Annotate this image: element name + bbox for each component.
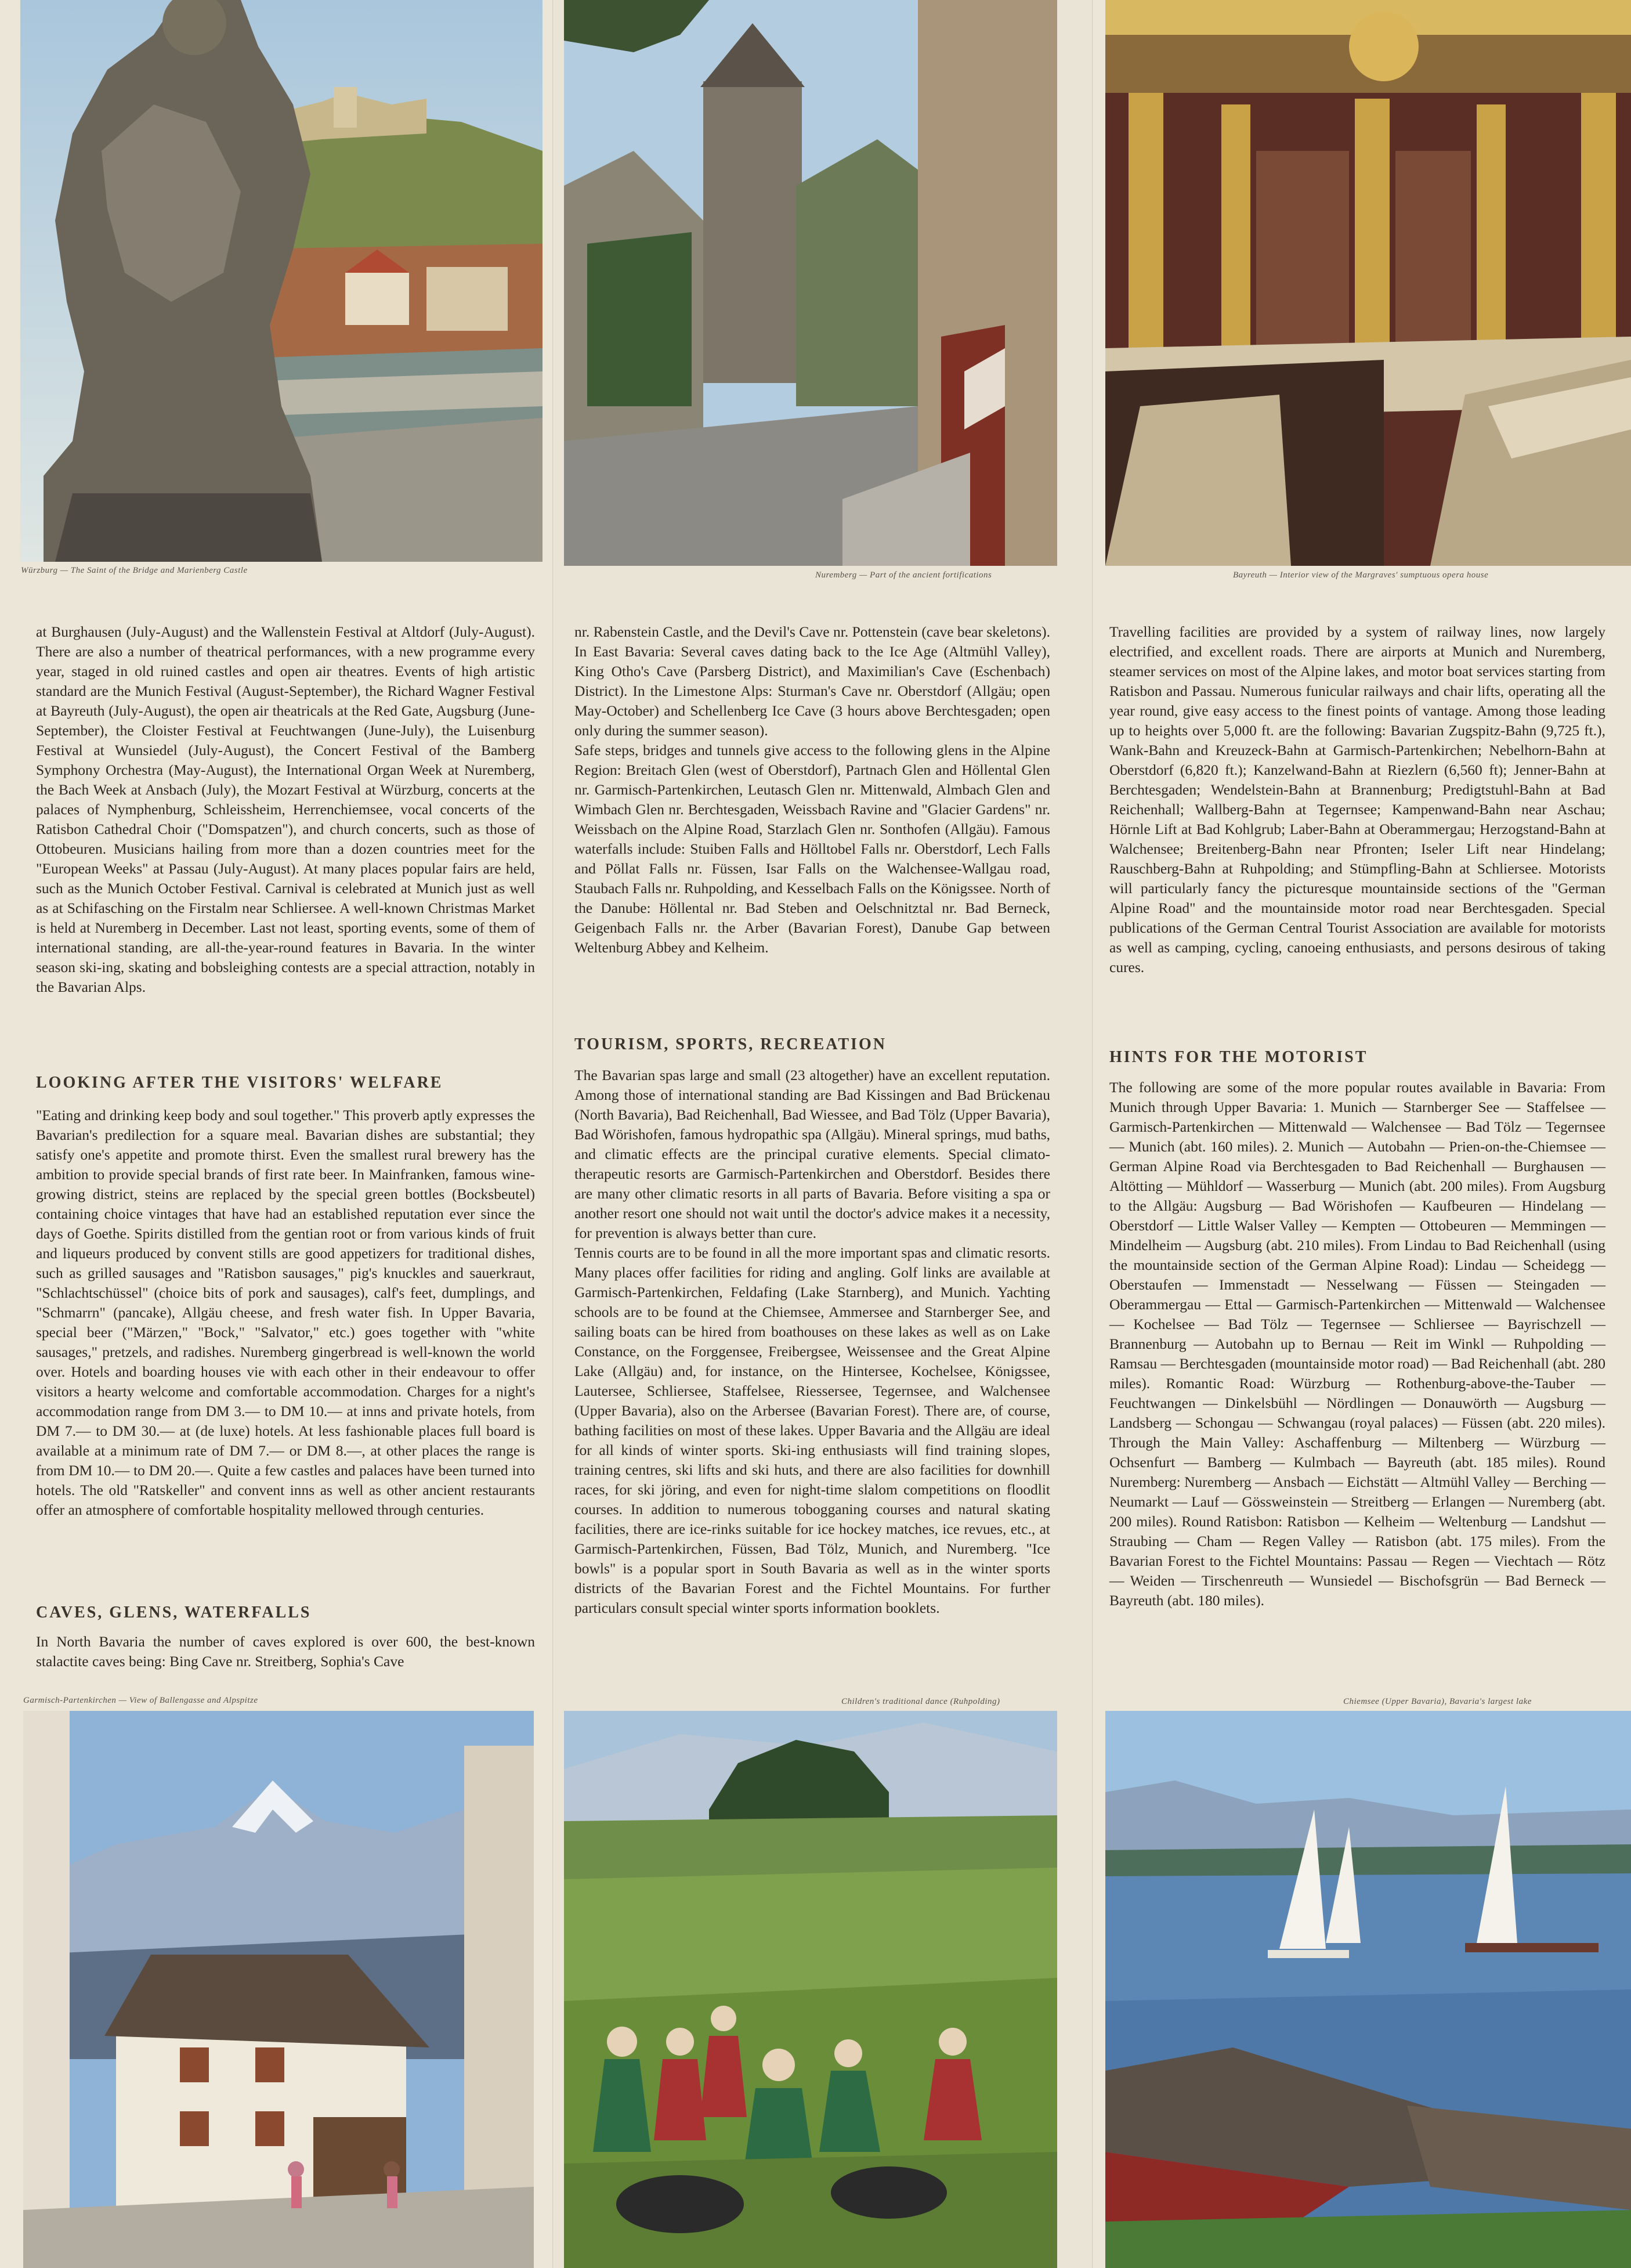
heading-tourism-sports: TOURISM, SPORTS, RECREATION [574, 1035, 887, 1053]
caption-chiemsee: Chiemsee (Upper Bavaria), Bavaria's largest lake [1343, 1697, 1532, 1706]
photo-chiemsee-lake [1105, 1711, 1631, 2268]
spas-paragraph: The Bavarian spas large and small (23 altogether) have an excellent reputation. Among those of international standing are Bad Kissingen and Bad Brückenau (North Bavaria), Bad Reichenhall, Bad Wiessee, and Bad Tölz (Upper Bavaria), Bad Wörishofen, famous hydropathic spa (Allgäu). Mineral springs, mud baths, and climatic effects are the principal curative elements. Special climato-therapeutic resorts are Garmisch-Partenkirchen and Oberstdorf. Besides there are many other climatic resorts in all parts of Bavaria. Before visiting a spa or another resort one should not wait until the doctor's advice makes it a necessity, for prevention is always better than cure. [574, 1067, 1050, 1241]
caption-garmisch: Garmisch-Partenkirchen — View of Ballengasse and Alpspitze [23, 1696, 258, 1705]
heading-visitors-welfare: LOOKING AFTER THE VISITORS' WELFARE [36, 1074, 443, 1092]
photo-bayreuth-opera-house [1105, 0, 1631, 566]
left-panel [0, 0, 554, 2268]
motorist-text [1109, 1078, 1605, 1610]
heading-caves-glens-waterfalls: CAVES, GLENS, WATERFALLS [36, 1604, 312, 1621]
caption-children-dance: Children's traditional dance (Ruhpolding) [841, 1697, 1000, 1706]
photo-nuremberg-fortifications [564, 0, 1057, 566]
welfare-text [36, 1106, 535, 1520]
caves-continued-text [574, 622, 1050, 958]
right-panel [1094, 0, 1631, 2268]
travel-paragraph: Travelling facilities are provided by a system of railway lines, now largely electrified, and excellent roads. There are airports at Munich and Nuremberg, steamer services on most of the Alpine lakes, and motor boat services starting from Ratisbon and Passau. Numerous funicular railways and chair lifts, operating all the year round, give easy access to the finest points of vantage. Among those leading up to heights over 5,000 ft. are the following: Bavarian Zugspitz-Bahn (9,725 ft.), Wank-Bahn and Kreuzeck-Bahn at Garmisch-Partenkirchen; Nebelhorn-Bahn at Oberstdorf (6,820 ft.); Kanzelwand-Bahn at Riezlern (6,560 ft); Jenner-Bahn at Berchtesgaden; Wendelstein-Bahn at Brannenburg; Predigtstuhl-Bahn at Bad Reichenhall; Wallberg-Bahn at Tegernsee; Kampenwand-Bahn near Aschau; Hörnle Lift at Bad Kohlgrub; Laber-Bahn at Oberammergau; Herzogstand-Bahn at Walchensee; Breitenberg-Bahn near Pfronten; Iseler Lift near Hindelang; Rauschberg-Bahn at Ruhpolding; and Stümpfling-Bahn at Schliersee. Motorists will particularly fancy the picturesque mountainside sections of the "German Alpine Road" and the mountainside motor road near Berchtesgaden. Special publications of the German Central Tourist Association are available for motorists as well as camping, cycling, canoeing enthusiasts, and persons desirous of taking cures. [1109, 623, 1605, 976]
caves-continued-paragraph: nr. Rabenstein Castle, and the Devil's Cave nr. Pottenstein (cave bear skeletons). In East Bavaria: Several caves dating back to the Ice Age (Altmühl Valley), King Otho's Cave (Parsberg District), and Maximilian's Cave (Eschenbach) District). In the Limestone Alps: Sturman's Cave nr. Oberstdorf (Allgäu; open May-October) and Schellenberg Ice Cave (3 hours above Berchtesgaden; open only during the summer season). [574, 623, 1050, 739]
motorist-paragraph: The following are some of the more popular routes available in Bavaria: From Munich through Upper Bavaria: 1. Munich — Starnberger See — Staffelsee — Garmisch-Partenkirchen — Mittenwald — Walchensee — Bad Tölz — Tegernsee — Munich (abt. 160 miles). 2. Munich — Autobahn — Prien-on-the-Chiemsee — German Alpine Road via Berchtesgaden to Bad Reichenhall — Burghausen — Altötting — Mühldorf — Wasserburg — Munich (abt. 200 miles). From Augsburg to the Allgäu: Augsburg — Bad Wörishofen — Kaufbeuren — Hindelang — Oberstdorf — Little Walser Valley — Kempten — Ottobeuren — Memmingen — Mindelheim — Augsburg (abt. 210 miles). From Lindau to Bad Reichenhall (using the mountainside section of the German Alpine Road): Lindau — Scheidegg — Oberstaufen — Immenstadt — Nesselwang — Füssen — Steingaden — Oberammergau — Ettal — Garmisch-Partenkirchen — Mittenwald — Walchensee — Kochelsee — Bad Tölz — Tegernsee — Schliersee — Bayrischzell — Brannenburg — Autobahn up to Bernau — Reit im Winkl — Ruhpolding — Ramsau — Berchtesgaden (mountainside motor road) — Bad Reichenhall (abt. 280 miles). Romantic Road: Würzburg — Rothenburg-above-the-Tauber — Feuchtwangen — Dinkelsbühl — Nördlingen — Donauwörth — Augsburg — Landsberg — Schongau — Schwangau (royal palaces) — Füssen (abt. 220 miles). Through the Main Valley: Aschaffenburg — Miltenberg — Würzburg — Ochsenfurt — Bamberg — Kulmbach — Bayreuth (abt. 185 miles). Round Nuremberg: Nuremberg — Ansbach — Eichstätt — Altmühl Valley — Berching — Neumarkt — Lauf — Gössweinstein — Streitberg — Erlangen — Nuremberg (abt. 200 miles). Round Ratisbon: Ratisbon — Kelheim — Weltenburg — Landshut — Straubing — Cham — Regen Valley — Ratisbon (abt. 175 miles). From the Bavarian Forest to the Fichtel Mountains: Passau — Regen — Viechtach — Rötz — Weiden — Tirschenreuth — Wunsiedel — Bischofsgrün — Bad Berneck — Bayreuth (abt. 180 miles). [1109, 1079, 1605, 1609]
festivals-paragraph: at Burghausen (July-August) and the Wallenstein Festival at Altdorf (July-August). There are also a number of theatrical performances, with a new programme every year, staged in old ruined castles and open air theatres. Events of high artistic standard are the Munich Festival (August-September), the Richard Wagner Festival at Bayreuth (July-August), the open air theatricals at the Red Gate, Augsburg (June-September), the Cloister Festival at Feuchtwangen (June-July), the Luisenburg Festival at Wunsiedel (July-August), the Concert Festival of the Bamberg Symphony Orchestra (May-August), the International Organ Week at Nuremberg, the Bach Week at Ansbach (July), the Mozart Festival at Würzburg, concerts at the palaces of Nymphenburg, Schleissheim, Herrenchiemsee, vocal concerts of the Ratisbon Cathedral Choir ("Domspatzen"), and church concerts, such as those of Ottobeuren. Musicians hailing from more than a dozen countries meet for the "European Weeks" at Passau (July-August). At many places popular fairs are held, such as the Munich October Festival. Carnival is celebrated at Munich just as well as at Schifasching on the Firstalm near Schliersee. A well-known Christmas Market is held at Nuremberg in December. Last not least, sporting events, some of them of international standing, are all-the-year-round features in Bavaria. In the winter season ski-ing, skating and bobsleighing contests are a special attraction, notably in the Bavarian Alps. [36, 623, 535, 995]
photo-children-dance [564, 1711, 1057, 2268]
caves-paragraph: In North Bavaria the number of caves explored is over 600, the best-known stalactite caves being: Bing Cave nr. Streitberg, Sophia's Cave [36, 1633, 535, 1670]
tourism-text [574, 1066, 1050, 1618]
heading-motorist: HINTS FOR THE MOTORIST [1109, 1048, 1368, 1066]
caption-bayreuth: Bayreuth — Interior view of the Margraves' sumptuous opera house [1233, 570, 1489, 580]
middle-panel [554, 0, 1094, 2268]
caves-text [36, 1632, 535, 1671]
photo-wurzburg-saint-of-bridge [20, 0, 543, 562]
photo-garmisch-ballengasse [23, 1711, 534, 2268]
festivals-text [36, 622, 535, 997]
caption-wurzburg: Würzburg — The Saint of the Bridge and Marienberg Castle [21, 566, 248, 575]
travel-text [1109, 622, 1605, 977]
welfare-paragraph: "Eating and drinking keep body and soul together." This proverb aptly expresses the Bavarian's predilection for a square meal. Bavarian dishes are substantial; they satisfy one's appetite and promote thirst. Even the smallest rural brewery has the ambition to provide special brands of first rate beer. In Mainfranken, famous wine-growing district, steins are replaced by the special green bottles (Bocksbeutel) containing choice vintages that have had an established reputation ever since the days of Goethe. Spirits distilled from the gentian root or from various kinds of fruit and liqueurs produced by convent stills are good appetizers for traditional dishes, such as grilled sausages and "Ratisbon sausages," pig's knuckles and sauerkraut, "Schlachtschüssel" (choice bits of pork and sausages), calf's feet, dumplings, and "Schmarrn" (pancake), Allgäu cheese, and fresh water fish. In Upper Bavaria, special beer ("Märzen," "Bock," "Salvator," etc.) goes together with "white sausages," pretzels, and radishes. Nuremberg gingerbread is well-known the world over. Hotels and boarding houses vie with each other in their endeavour to offer visitors a hearty welcome and comfortable accommodation. Charges for a night's accommodation range from DM 3.— to DM 10.— at inns and private hotels, from DM 7.— to DM 30.— at (de luxe) hotels. At less fashionable places full board is available at a minimum rate of DM 7.— or DM 8.—, at other places the range is from DM 10.— to DM 20.—. Quite a few castles and palaces have been turned into hotels. The old "Ratskeller" and convent inns as well as other ancient restaurants offer an atmosphere of comfortable hospitality mellowed through centuries. [36, 1107, 535, 1518]
glens-paragraph: Safe steps, bridges and tunnels give access to the following glens in the Alpine Region: Breitach Glen (west of Oberstdorf), Partnach Glen and Höllental Glen nr. Garmisch-Partenkirchen, Leutasch Glen nr. Mittenwald, Almbach Glen and Wimbach Glen nr. Berchtesgaden, Weissbach Ravine and "Glacier Gardens" nr. Weissbach on the Alpine Road, Starzlach Glen nr. Sonthofen (Allgäu). Famous waterfalls include: Stuiben Falls and Hölltobel Falls nr. Oberstdorf, Lech Falls and Pöllat Falls nr. Füssen, Isar Falls on the Walchensee-Wallgau road, Staubach Falls nr. Ruhpolding, and Kesselbach Falls on the Königssee. North of the Danube: Höllental nr. Bad Steben and Oelschnitztal nr. Bad Berneck, Geigenbach Falls nr. the Arber (Bavarian Forest), Danube Gap between Weltenburg Abbey and Kelheim. [574, 742, 1050, 956]
caption-nuremberg: Nuremberg — Part of the ancient fortifications [815, 570, 992, 580]
sports-paragraph: Tennis courts are to be found in all the more important spas and climatic resorts. Many places offer facilities for riding and angling. Golf links are available at Garmisch-Partenkirchen, Feldafing (Lake Starnberg), and Munich. Yachting schools are to be found at the Chiemsee, Ammersee and Starnberger See, and sailing boats can be hired from boathouses on these lakes as well as on Lake Constance, on the Forggensee, Freibergsee, Weissensee and the Great Alpine Lake (Allgäu) and, for instance, on the Hintersee, Kochelsee, Königssee, Lautersee, Schliersee, Staffelsee, Riessersee, Tegernsee, and Walchensee (Upper Bavaria), also on the Arbersee (Bavarian Forest). There are, of course, bathing facilities on most of these lakes. Upper Bavaria and the Allgäu are ideal for all kinds of winter sports. Ski-ing enthusiasts will find training slopes, training centres, ski lifts and ski huts, and there are also facilities for downhill races, for ski jöring, and even for night-time slalom competitions on floodlit courses. In addition to numerous tobogganing courses and natural skating facilities, there are ice-rinks suitable for ice hockey matches, ice revues, etc., at Garmisch-Partenkirchen, Füssen, Bad Tölz, Munich, and Nuremberg. "Ice bowls" is a popular sport in South Bavaria as well as in the winter sports districts of the Bavarian Forest and the Fichtel Mountains. For further particulars consult special winter sports information booklets. [574, 1244, 1050, 1616]
